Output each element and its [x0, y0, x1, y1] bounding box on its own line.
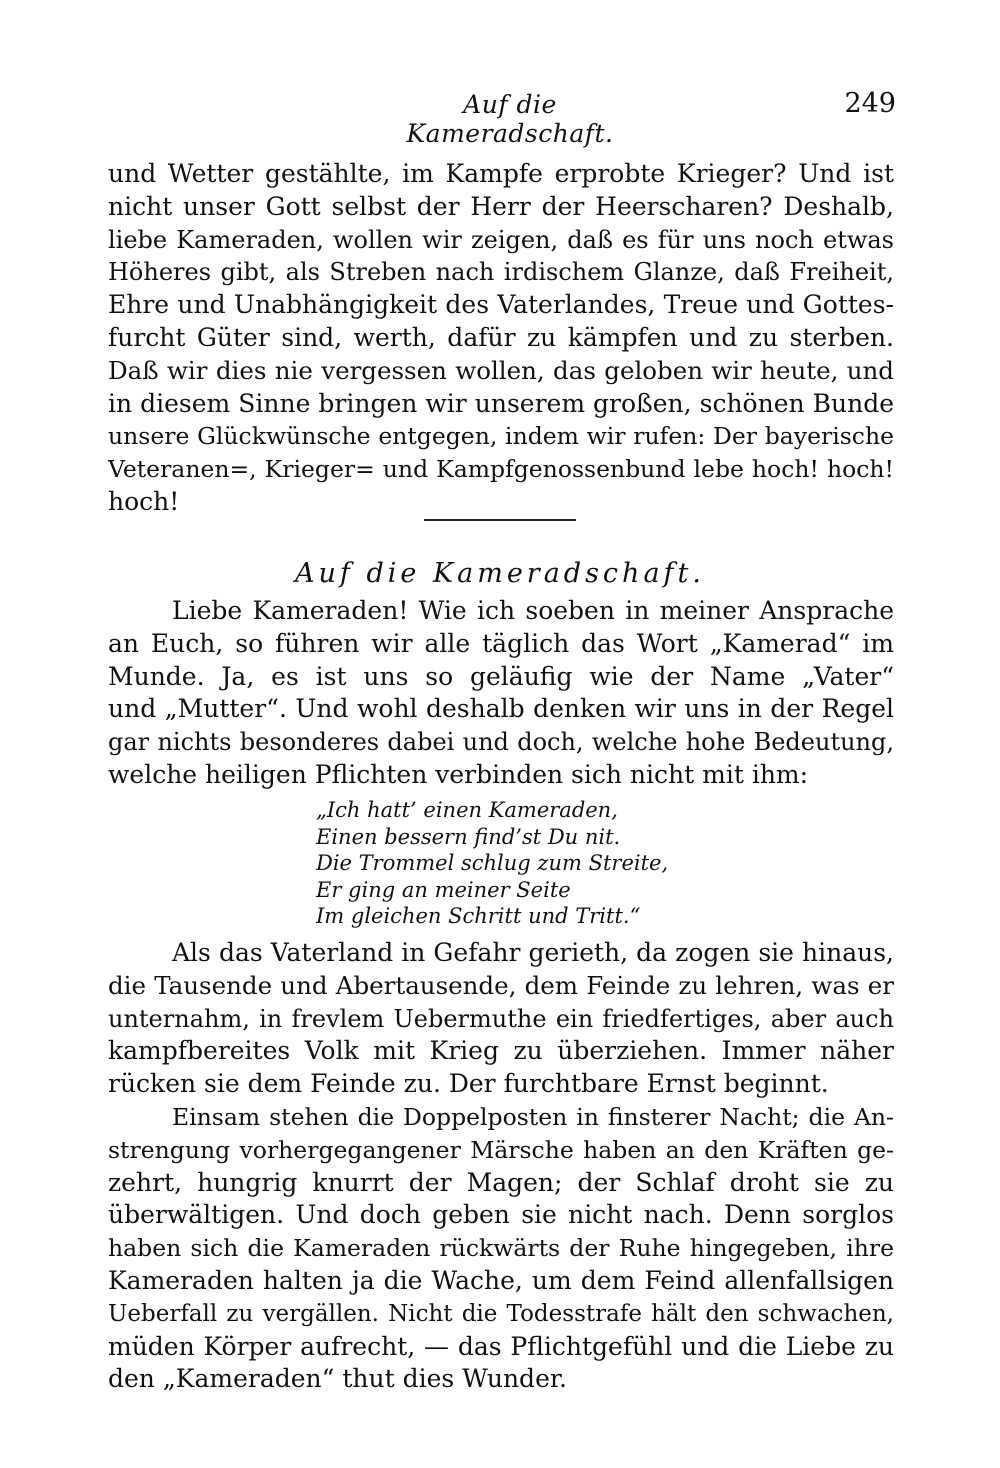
text-line: unternahm, in frevlem Uebermuthe ein friedfertiges, aber auch — [108, 1004, 894, 1033]
text-line: liebe Kameraden, wollen wir zeigen, daß es für uns noch etwas — [108, 225, 894, 254]
text-line: nicht unser Gott selbst der Herr der Heerscharen? Deshalb, — [108, 191, 894, 221]
page-number: 249 — [844, 88, 896, 119]
text-line: strengung vorhergegangener Märsche haben an den Kräften ge- — [108, 1135, 894, 1164]
text-line: Daß wir dies nie vergessen wollen, das geloben wir heute, und — [108, 355, 894, 385]
text-line: kampfbereites Volk mit Krieg zu überziehen. Immer näher — [108, 1036, 894, 1066]
text-line: überwältigen. Und doch geben sie nicht nach. Denn sorglos — [108, 1200, 894, 1230]
text-line: Ueberfall zu vergällen. Nicht die Todesstrafe hält den schwachen, — [108, 1300, 894, 1327]
paragraph-sentries — [108, 1101, 894, 1396]
section-divider — [424, 519, 576, 521]
text-line: unsere Glückwünsche entgegen, indem wir rufen: Der bayerische — [108, 422, 894, 451]
text-line: rücken sie dem Feinde zu. Der furchtbare Ernst beginnt. — [108, 1069, 829, 1099]
text-line: den „Kameraden“ thut dies Wunder. — [108, 1364, 568, 1394]
paragraph-fatherland — [108, 937, 894, 1101]
text-line: Liebe Kameraden! Wie ich soeben in meiner Ansprache — [172, 596, 894, 625]
text-line: hoch! — [108, 486, 180, 516]
text-line: furcht Güter sind, werth, dafür zu kämpfen und zu sterben. — [108, 322, 894, 352]
text-line: Munde. Ja, es ist uns so geläufig wie der Name „Vater“ — [108, 661, 894, 691]
text-line: gar nichts besonderes dabei und doch, welche hohe Bedeutung, — [108, 728, 894, 757]
paragraph-intro — [108, 595, 894, 792]
text-line: und Wetter gestählte, im Kampfe erprobte Krieger? Und ist — [108, 159, 894, 188]
text-line: Als das Vaterland in Gefahr gerieth, da zogen sie hinaus, — [172, 938, 894, 967]
verse-line: Die Trommel schlug zum Streite, — [316, 851, 669, 875]
text-line: zehrt, hungrig knurrt der Magen; der Schlaf droht sie zu — [108, 1167, 894, 1197]
verse-line: Einen bessern find’st Du nit. — [316, 824, 621, 849]
text-line: welche heiligen Pflichten verbinden sich nicht mit ihm: — [108, 759, 809, 789]
verse-quotation — [316, 797, 736, 930]
text-line: an Euch, so führen wir alle täglich das Wort „Kamerad“ im — [108, 628, 894, 658]
verse-line: „Ich hatt’ einen Kameraden, — [316, 798, 618, 822]
text-line: Einsam stehen die Doppelposten in finsterer Nacht; die An- — [172, 1103, 894, 1131]
text-line: und „Mutter“. Und wohl deshalb denken wir uns in der Regel — [108, 694, 894, 724]
text-line: Kameraden halten ja die Wache, um dem Feind allenfallsigen — [108, 1265, 894, 1295]
text-line: Höheres gibt, als Streben nach irdischem Glanze, daß Freiheit, — [108, 258, 894, 287]
text-line: Veteranen=, Krieger= und Kampfgenossenbund lebe hoch! hoch! — [108, 455, 894, 484]
text-line: in diesem Sinne bringen wir unserem großen, schönen Bunde — [108, 388, 894, 418]
text-line: Ehre und Unabhängigkeit des Vaterlandes, Treue und Gottes- — [108, 290, 894, 320]
text-line: müden Körper aufrecht, — das Pflichtgefühl und die Liebe zu — [108, 1331, 894, 1361]
section-heading: Auf die Kameradschaft. — [295, 558, 705, 589]
text-line: haben sich die Kameraden rückwärts der Ruhe hingegeben, ihre — [108, 1234, 894, 1263]
text-line: die Tausende und Abertausende, dem Feinde zu lehren, was er — [108, 970, 894, 1000]
verse-line: Im gleichen Schritt und Tritt.“ — [316, 904, 641, 928]
verse-line: Er ging an meiner Seite — [316, 877, 571, 902]
running-title: Auf die Kameradschaft. — [406, 90, 614, 148]
paragraph-continuation — [108, 158, 894, 519]
